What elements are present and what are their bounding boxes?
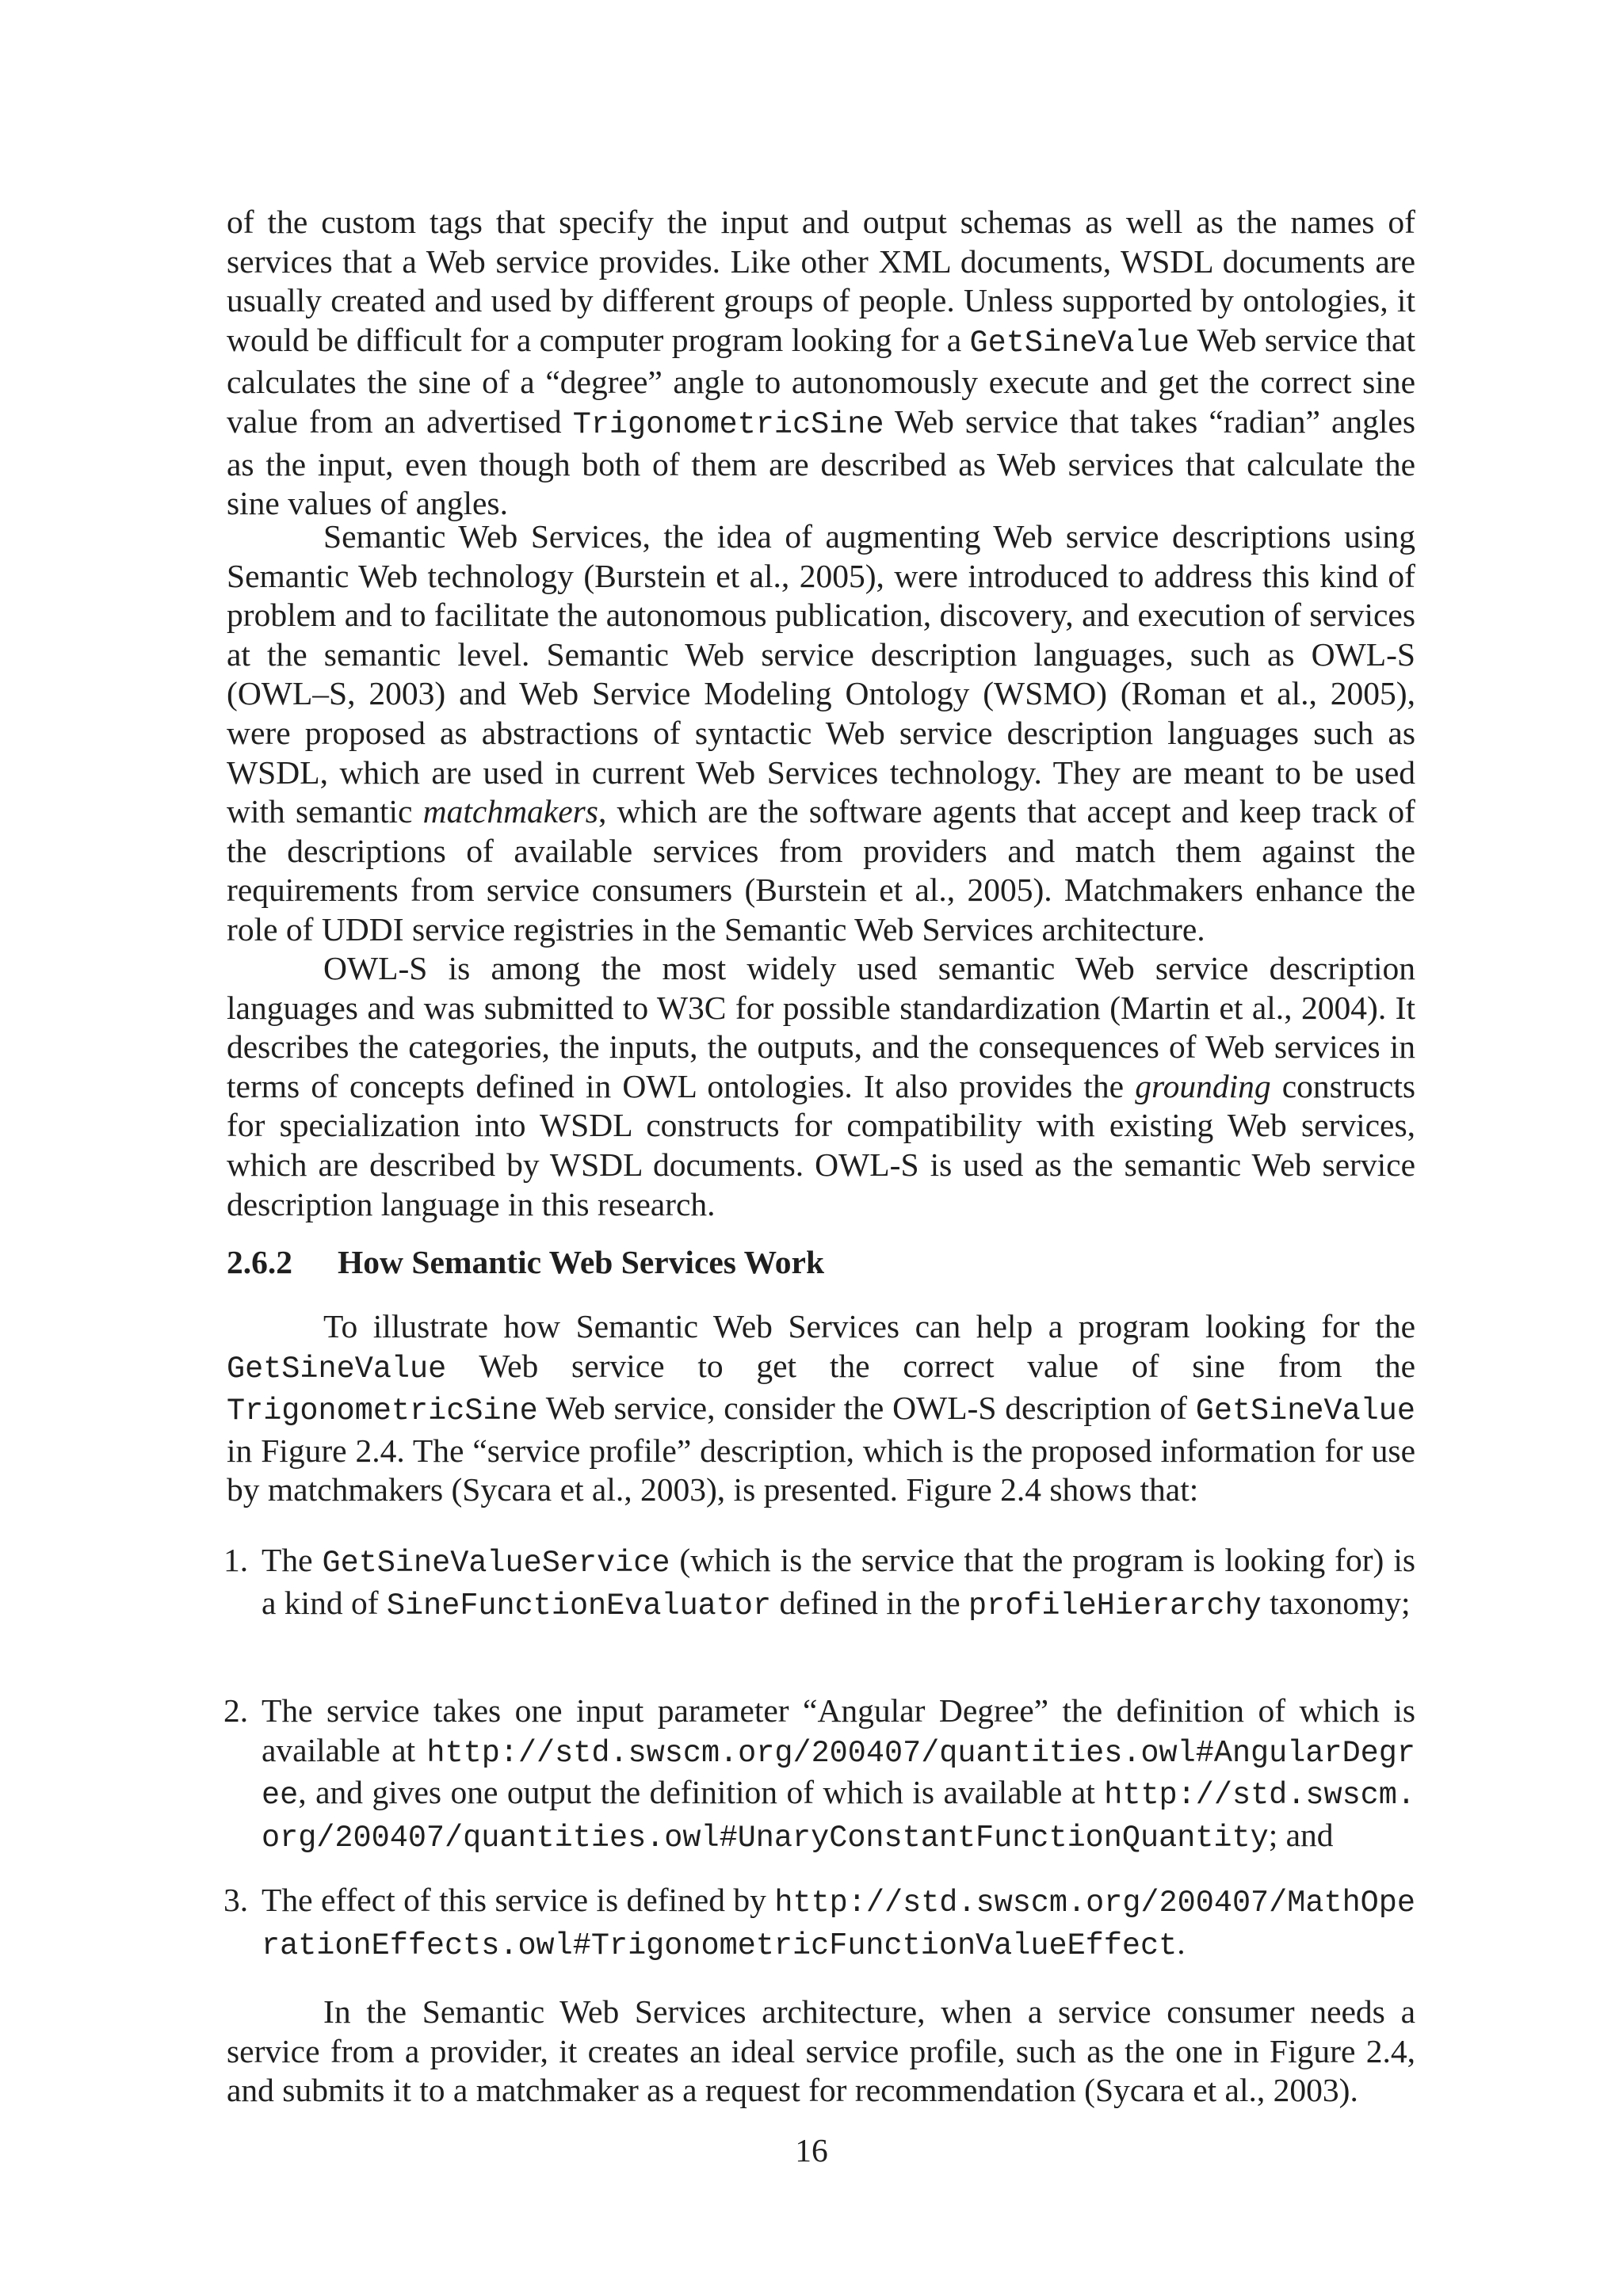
paragraph-wsdl-limitations: of the custom tags that specify the input and output schemas as well as the names of services that a Web service provides. Like other XML documents, WSDL documents are usually created and used by different groups of people. Unless supported by ontologies, it would be difficult for a computer program looking for a GetSineValue Web service that calculates the sine of a “degree” angle to autonomously execute and get the correct sine value from an advertised TrigonometricSine Web service that takes “radian” angles as the input, even though both of them are described as Web services that calculate the sine values of angles.: [227, 204, 1416, 522]
list-item-text: The GetSineValueService (which is the service that the program is looking for) is a kind of SineFunctionEvaluator defined in the profileHierarchy taxonomy;: [262, 1542, 1415, 1623]
code-trigonometricsine: TrigonometricSine: [572, 406, 884, 442]
section-number: 2.6.2: [227, 1244, 292, 1280]
section-title: How Semantic Web Services Work: [338, 1244, 825, 1280]
list-item: [223, 1691, 1415, 1858]
paragraph-illustration: To illustrate how Semantic Web Services can help a program looking for the GetSineValue Web service to get the correct value of sine from the TrigonometricSine Web service, consider the OWL-S description of GetSineValue in Figure 2.4. The “service profile” description, which is the proposed information for use by matchmakers (Sycara et al., 2003), is presented. Figure 2.4 shows that:: [227, 1308, 1415, 1508]
list-item-number: 2.: [223, 1692, 249, 1729]
url-unary-constant-function-quantity: http://std.swscm.org/200407/quantities.owl#UnaryConstantFunctionQuantity: [262, 1778, 1415, 1855]
url-angular-degree: http://std.swscm.org/200407/quantities.owl#AngularDegree: [262, 1735, 1415, 1814]
code-getsinevalue: GetSineValue: [969, 325, 1190, 360]
paragraph-architecture: In the Semantic Web Services architecture, when a service consumer needs a service from a provider, it creates an ideal service profile, such as the one in Figure 2.4, and submits it to a matchmaker as a request for recommendation (Sycara et al., 2003).: [227, 1993, 1415, 2109]
paragraph-semantic-web-services: Semantic Web Services, the idea of augmenting Web service descriptions using Semantic Web technology (Burstein et al., 2005), were introduced to address this kind of problem and to facilitate the autonomous publication, discovery, and execution of services at the semantic level. Semantic Web service description languages, such as OWL-S (OWL–S, 2003) and Web Service Modeling Ontology (WSMO) (Roman et al., 2005), were proposed as abstractions of syntactic Web service description languages such as WSDL, which are used in current Web Services technology. They are meant to be used with semantic matchmakers, which are the software agents that accept and keep track of the descriptions of available services from providers and match them against the requirements from service consumers (Burstein et al., 2005). Matchmakers enhance the role of UDDI service registries in the Semantic Web Services architecture.: [227, 518, 1415, 948]
paragraph-owl-s: OWL-S is among the most widely used semantic Web service description languages and was submitted to W3C for possible standardization (Martin et al., 2004). It describes the categories, the inputs, the outputs, and the consequences of Web services in terms of concepts defined in OWL ontologies. It also provides the grounding constructs for specialization into WSDL constructs for compatibility with existing Web services, which are described by WSDL documents. OWL-S is used as the semantic Web service description language in this research.: [227, 950, 1415, 1222]
list-item: [223, 1541, 1415, 1626]
emphasis-matchmakers: matchmakers: [422, 793, 598, 830]
page-number: 16: [795, 2132, 828, 2168]
list-item-text: The effect of this service is defined by http://std.swscm.org/200407/MathOperationEffects.owl#TrigonometricFunctionValueEffect.: [262, 1882, 1415, 1963]
list-item-number: 3.: [223, 1882, 249, 1918]
url-trigonometric-function-value-effect: http://std.swscm.org/200407/MathOperationEffects.owl#TrigonometricFunctionValueEffect: [262, 1886, 1415, 1963]
list-item: [223, 1881, 1415, 1966]
section-heading: [227, 1242, 1415, 1282]
emphasis-grounding: grounding: [1135, 1067, 1271, 1104]
list-item-text: The service takes one input parameter “Angular Degree” the definition of which is available at http://std.swscm.org/200407/quantities.owl#AngularDegree, and gives one output the definition of which is available at http://std.swscm.org/200407/quantities.owl#UnaryConstantFunctionQuantity; and: [262, 1692, 1415, 1855]
list-item-number: 1.: [223, 1542, 249, 1578]
